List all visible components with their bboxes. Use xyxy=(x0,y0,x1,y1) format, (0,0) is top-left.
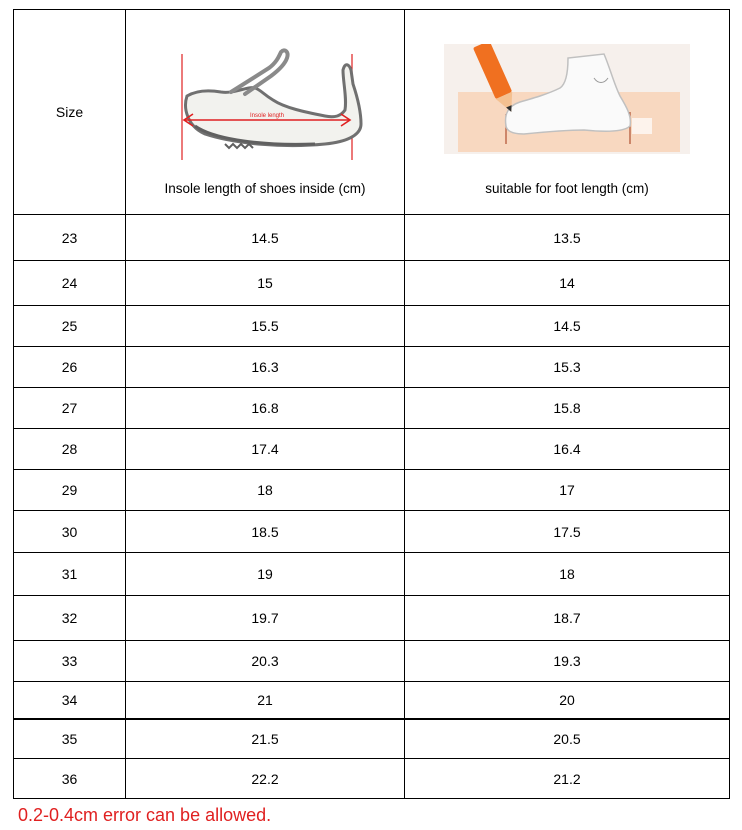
size-cell: 25 xyxy=(14,306,126,347)
table-row xyxy=(14,215,730,261)
insole-cell: 18.5 xyxy=(126,511,405,553)
insole-cell: 16.8 xyxy=(126,388,405,429)
foot-header-label: suitable for foot length (cm) xyxy=(485,181,649,196)
size-cell: 36 xyxy=(14,759,126,799)
foot-cell: 19.3 xyxy=(405,641,730,682)
table-row xyxy=(14,429,730,470)
foot-cell: 14 xyxy=(405,261,730,306)
table-row xyxy=(14,641,730,682)
table-row xyxy=(14,511,730,553)
size-cell: 26 xyxy=(14,347,126,388)
insole-cell: 21 xyxy=(126,682,405,720)
table-header-row xyxy=(14,10,730,215)
size-cell: 27 xyxy=(14,388,126,429)
foot-cell: 15.3 xyxy=(405,347,730,388)
size-column-header: Size xyxy=(14,10,126,215)
size-cell: 31 xyxy=(14,553,126,596)
insole-cell: 21.5 xyxy=(126,719,405,759)
size-cell: 29 xyxy=(14,470,126,511)
foot-cell: 13.5 xyxy=(405,215,730,261)
error-footnote: 0.2-0.4cm error can be allowed. xyxy=(18,805,272,825)
table-row xyxy=(14,596,730,641)
insole-cell: 22.2 xyxy=(126,759,405,799)
size-cell: 24 xyxy=(14,261,126,306)
table-row xyxy=(14,261,730,306)
table-row xyxy=(14,470,730,511)
size-cell: 28 xyxy=(14,429,126,470)
shoe-insole-diagram-icon xyxy=(165,40,365,165)
foot-cell: 14.5 xyxy=(405,306,730,347)
foot-cell: 17 xyxy=(405,470,730,511)
size-cell: 34 xyxy=(14,682,126,720)
insole-cell: 17.4 xyxy=(126,429,405,470)
insole-cell: 20.3 xyxy=(126,641,405,682)
table-row xyxy=(14,759,730,799)
size-table-body xyxy=(14,10,730,799)
foot-cell: 20 xyxy=(405,682,730,720)
foot-measure-illustration-icon xyxy=(444,44,690,154)
table-row xyxy=(14,388,730,429)
table-row xyxy=(14,719,730,759)
insole-header-label: Insole length of shoes inside (cm) xyxy=(164,181,366,196)
foot-cell: 21.2 xyxy=(405,759,730,799)
size-cell: 32 xyxy=(14,596,126,641)
insole-cell: 15 xyxy=(126,261,405,306)
shoe-diagram-label: Insole length xyxy=(249,113,285,119)
insole-cell: 15.5 xyxy=(126,306,405,347)
table-row xyxy=(14,347,730,388)
foot-cell: 20.5 xyxy=(405,719,730,759)
insole-cell: 18 xyxy=(126,470,405,511)
foot-cell: 16.4 xyxy=(405,429,730,470)
insole-column-header xyxy=(126,10,405,215)
foot-cell: 18 xyxy=(405,553,730,596)
size-chart-table xyxy=(13,9,730,799)
foot-cell: 17.5 xyxy=(405,511,730,553)
table-row xyxy=(14,682,730,720)
insole-cell: 19.7 xyxy=(126,596,405,641)
insole-cell: 14.5 xyxy=(126,215,405,261)
size-cell: 23 xyxy=(14,215,126,261)
table-row xyxy=(14,553,730,596)
table-row xyxy=(14,306,730,347)
size-cell: 30 xyxy=(14,511,126,553)
size-cell: 33 xyxy=(14,641,126,682)
foot-cell: 15.8 xyxy=(405,388,730,429)
insole-cell: 16.3 xyxy=(126,347,405,388)
foot-cell: 18.7 xyxy=(405,596,730,641)
size-cell: 35 xyxy=(14,719,126,759)
insole-cell: 19 xyxy=(126,553,405,596)
foot-column-header xyxy=(405,10,730,215)
